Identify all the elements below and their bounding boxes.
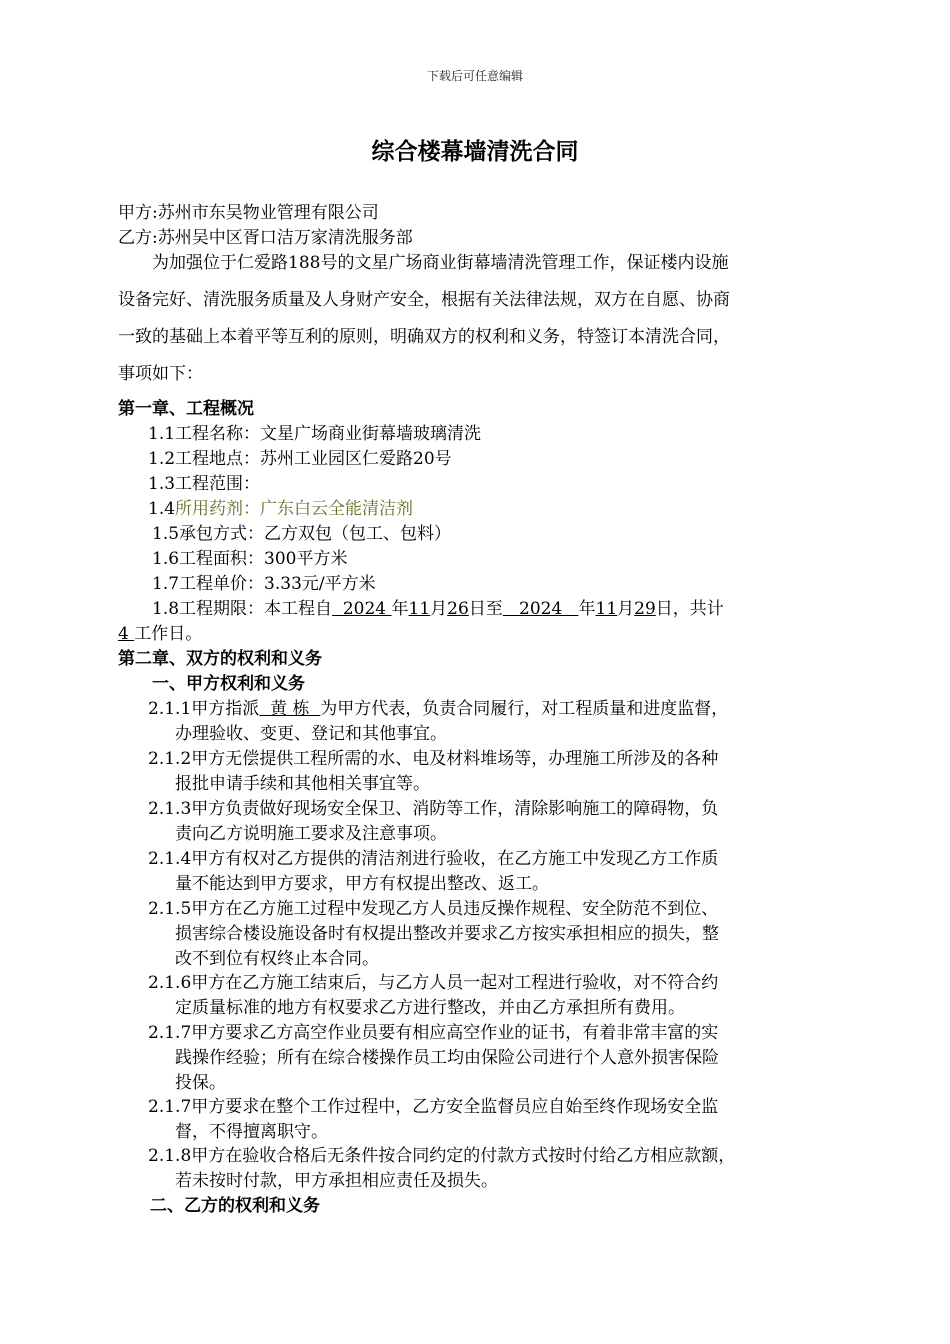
period-text-g: 日，共计	[655, 599, 724, 619]
project-area: 1.6工程面积：300平方米	[152, 549, 348, 569]
clause-2-1-7b	[148, 1095, 828, 1145]
project-agent	[148, 497, 413, 521]
contract-mode: 1.5承包方式：乙方双包（包工、包料）	[152, 524, 452, 544]
clause-text: 2.1.6甲方在乙方施工结束后，与乙方人员一起对工程进行验收，对不符合约	[148, 973, 719, 993]
project-scope: 1.3工程范围：	[148, 474, 261, 494]
clause-2-1-8	[148, 1144, 828, 1194]
party-b: 乙方:苏州吴中区胥口洁万家清洗服务部	[118, 228, 413, 248]
start-month: 11	[408, 599, 431, 619]
clause-text: 报批申请手续和其他相关事宜等。	[175, 774, 430, 794]
clause-text: 办理验收、变更、登记和其他事宜。	[175, 724, 447, 744]
clause-2-1-5	[148, 897, 828, 972]
period-text-f: 月	[617, 599, 635, 619]
period-text-b: 年	[391, 599, 409, 619]
clause-text: 2.1.5甲方在乙方施工过程中发现乙方人员违反操作规程、安全防范不到位、	[148, 899, 719, 919]
end-month: 11	[595, 599, 618, 619]
project-name: 1.1工程名称：文星广场商业街幕墙玻璃清洗	[148, 424, 482, 444]
representative-name: 黄 栋	[259, 699, 321, 719]
clause-text: 投保。	[175, 1073, 226, 1093]
clause-text: 2.1.7甲方要求乙方高空作业员要有相应高空作业的证书，有着非常丰富的实	[148, 1023, 719, 1043]
chapter-2-title: 第二章、双方的权利和义务	[118, 649, 322, 669]
clause-text: 损害综合楼设施设备时有权提出整改并要求乙方按实承担相应的损失，整	[175, 924, 719, 944]
clause-text: 2.1.4甲方有权对乙方提供的清洁剂进行验收，在乙方施工中发现乙方工作质	[148, 849, 719, 869]
period-text-h: 工作日。	[134, 624, 203, 644]
period-text-a: 1.8工程期限：本工程自	[152, 599, 333, 619]
clause-text: 督，不得擅离职守。	[175, 1122, 328, 1142]
intro-line-2: 设备完好、清洗服务质量及人身财产安全，根据有关法律法规，双方在自愿、协商	[118, 290, 730, 310]
start-year: 2024	[332, 599, 392, 619]
clause-2-1-4	[148, 847, 828, 897]
clause-text: 若未按时付款，甲方承担相应责任及损失。	[175, 1171, 498, 1191]
clause-2-1-7a	[148, 1021, 828, 1096]
clause-text: 践操作经验；所有在综合楼操作员工均由保险公司进行个人意外损害保险	[175, 1048, 719, 1068]
intro-line-4: 事项如下：	[118, 364, 203, 384]
chapter-1-title: 第一章、工程概况	[118, 399, 254, 419]
clause-2-1-2	[148, 747, 828, 797]
clause-text: 定质量标准的地方有权要求乙方进行整改，并由乙方承担所有费用。	[175, 998, 685, 1018]
agent-label-num: 1.4	[148, 499, 176, 519]
clause-text: 改不到位有权终止本合同。	[175, 949, 379, 969]
project-location: 1.2工程地点：苏州工业园区仁爱路20号	[148, 449, 452, 469]
end-day: 29	[634, 599, 656, 619]
clause-text: 2.1.3甲方负责做好现场安全保卫、消防等工作，清除影响施工的障碍物，负	[148, 799, 719, 819]
clause-text: 为甲方代表，负责合同履行，对工程质量和进度监督，	[320, 699, 729, 719]
project-period-cont	[118, 622, 202, 646]
period-text-d: 日至	[468, 599, 503, 619]
clause-text: 量不能达到甲方要求，甲方有权提出整改、返工。	[175, 874, 549, 894]
section-party-a-rights: 一、甲方权利和义务	[152, 674, 305, 694]
section-party-b-rights: 二、乙方的权利和义务	[150, 1196, 320, 1216]
clause-2-1-1	[148, 697, 828, 747]
intro-line-1: 为加强位于仁爱路188号的文星广场商业街幕墙清洗管理工作，保证楼内设施	[152, 253, 729, 273]
clause-text: 2.1.7甲方要求在整个工作过程中，乙方安全监督员应自始至终作现场安全监	[148, 1097, 719, 1117]
clause-2-1-6	[148, 971, 828, 1021]
agent-text: 所用药剂：广东白云全能清洁剂	[175, 499, 414, 519]
party-a: 甲方:苏州市东吴物业管理有限公司	[118, 203, 379, 223]
period-text-e: 年	[578, 599, 596, 619]
clause-text: 责向乙方说明施工要求及注意事项。	[175, 824, 447, 844]
clause-2-1-3	[148, 797, 828, 847]
work-days: 4	[118, 624, 135, 644]
intro-line-3: 一致的基础上本着平等互利的原则，明确双方的权利和义务，特签订本清洗合同，	[118, 327, 730, 347]
period-text-c: 月	[430, 599, 448, 619]
project-period	[152, 597, 724, 621]
clause-text: 2.1.8甲方在验收合格后无条件按合同约定的付款方式按时付给乙方相应款额，	[148, 1146, 736, 1166]
start-day: 26	[447, 599, 469, 619]
clause-text: 2.1.2甲方无偿提供工程所需的水、电及材料堆场等，办理施工所涉及的各种	[148, 749, 719, 769]
page-header: 下载后可任意编辑	[426, 69, 523, 83]
end-year: 2024	[502, 599, 579, 619]
unit-price: 1.7工程单价：3.33元/平方米	[152, 574, 376, 594]
document-title: 综合楼幕墙清洗合同	[371, 139, 579, 165]
clause-text: 2.1.1甲方指派	[148, 699, 260, 719]
